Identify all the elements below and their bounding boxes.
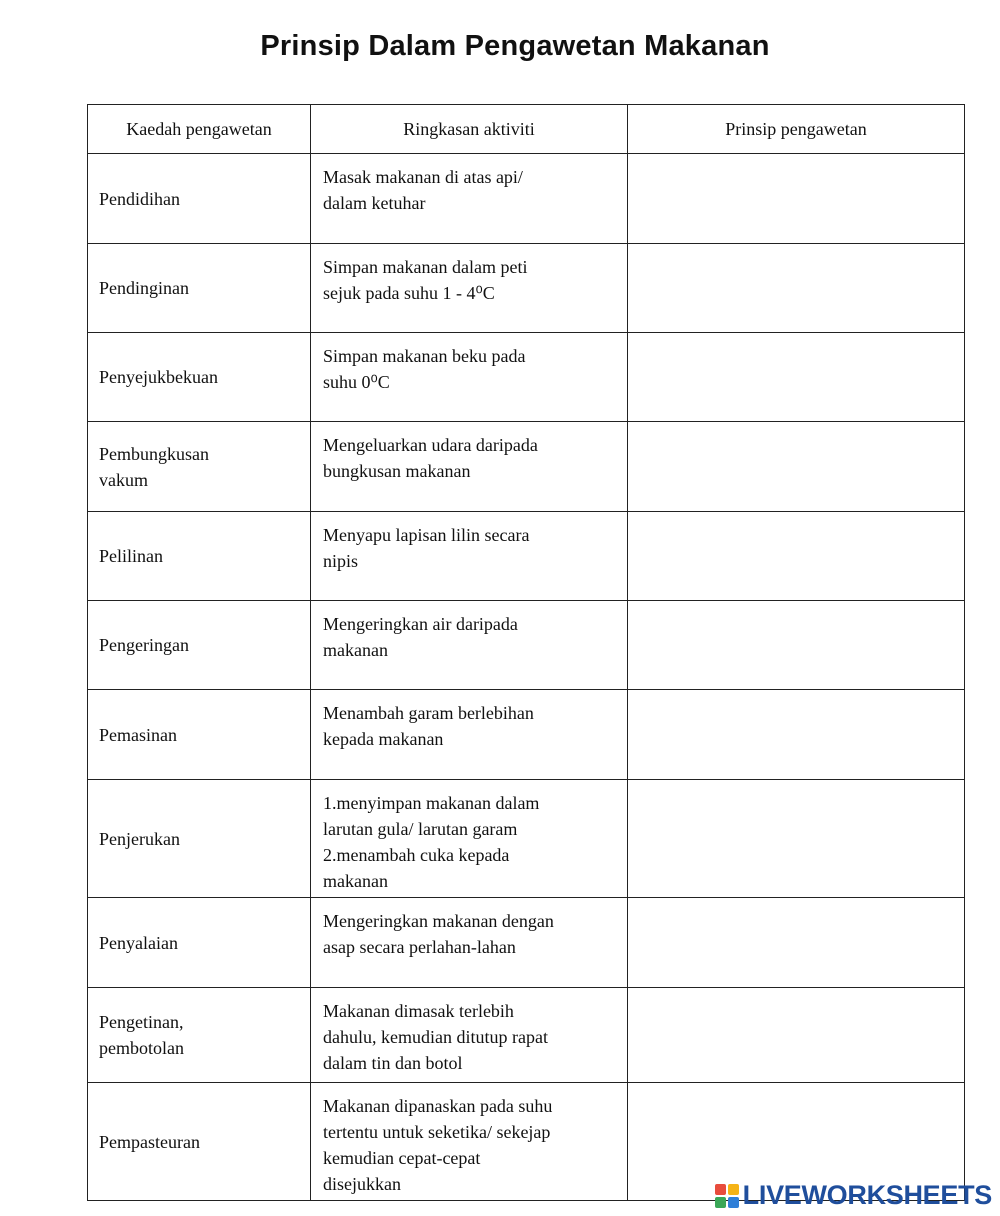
method-cell [88,988,311,1083]
method-text: Pembungkusan [99,443,209,464]
watermark-text: LIVEWORKSHEETS [742,1180,992,1210]
method-cell [88,601,311,690]
principle-answer-cell[interactable] [628,154,965,244]
method-text: Pelilinan [99,546,163,566]
table-header-row [88,105,965,154]
summary-cell [311,422,628,512]
method-cell [88,154,311,244]
summary-text: Makanan dipanaskan pada suhu [323,1096,553,1116]
summary-cell [311,1083,628,1201]
summary-text: dalam tin dan botol [323,1053,463,1073]
liveworksheets-watermark [715,1180,992,1211]
header-summary: Ringkasan aktiviti [311,105,628,154]
method-text: Pendidihan [99,188,180,209]
principle-answer-cell[interactable] [628,601,965,690]
principle-answer-cell[interactable] [628,690,965,780]
summary-text: 1.menyimpan makanan dalam [323,793,540,813]
summary-text: Masak makanan di atas api/ [323,167,523,187]
summary-text: dalam ketuhar [323,193,426,213]
method-text: pembotolan [99,1038,184,1058]
page-title: Prinsip Dalam Pengawetan Makanan [260,30,770,62]
summary-text: kemudian cepat-cepat [323,1148,481,1168]
principle-answer-cell[interactable] [628,244,965,333]
method-text: Pempasteuran [99,1131,200,1152]
summary-cell [311,154,628,244]
method-cell [88,780,311,898]
method-cell [88,422,311,512]
table-row [88,512,965,601]
summary-cell [311,333,628,422]
principle-answer-cell[interactable] [628,898,965,988]
preservation-table [87,104,965,1201]
table-row [88,422,965,512]
method-text: Pengetinan, [99,1012,184,1032]
method-cell [88,244,311,333]
principle-answer-cell[interactable] [628,422,965,512]
table-row [88,154,965,244]
method-cell [88,898,311,988]
logo-square [715,1184,726,1195]
summary-text: Makanan dimasak terlebih [323,1001,514,1021]
method-cell [88,512,311,601]
method-text: Pemasinan [99,724,177,745]
summary-text: Menambah garam berlebihan [323,703,534,723]
table-row [88,988,965,1083]
header-principle: Prinsip pengawetan [628,105,965,154]
summary-cell [311,512,628,601]
table-row [88,690,965,780]
summary-cell [311,780,628,898]
summary-text: tertentu untuk seketika/ sekejap [323,1122,551,1142]
summary-text: kepada makanan [323,729,444,749]
summary-text: makanan [323,871,388,891]
table-body [88,154,965,1201]
table-row [88,780,965,898]
summary-text: Simpan makanan beku pada [323,346,526,366]
principle-answer-cell[interactable] [628,780,965,898]
summary-text: dahulu, kemudian ditutup rapat [323,1027,548,1047]
summary-text: makanan [323,640,388,660]
method-text: Penyejukbekuan [99,367,218,387]
summary-text: disejukkan [323,1174,401,1194]
summary-text: nipis [323,551,359,571]
summary-text: Menyapu lapisan lilin secara [323,525,530,545]
summary-text: Mengeringkan makanan dengan [323,911,554,931]
table-row [88,333,965,422]
summary-cell [311,988,628,1083]
method-cell [88,1083,311,1201]
method-cell [88,333,311,422]
logo-square [728,1197,739,1208]
principle-answer-cell[interactable] [628,988,965,1083]
principle-answer-cell[interactable] [628,333,965,422]
logo-square [728,1184,739,1195]
summary-text: Mengeringkan air daripada [323,614,518,634]
method-text: Pendinginan [99,278,189,298]
method-text: Penjerukan [99,828,180,849]
table-row [88,898,965,988]
summary-text: bungkusan makanan [323,461,471,481]
summary-text: 2.menambah cuka kepada [323,845,510,865]
summary-text: larutan gula/ larutan garam [323,819,518,839]
header-method: Kaedah pengawetan [88,105,311,154]
logo-square [715,1197,726,1208]
summary-text: asap secara perlahan-lahan [323,937,516,957]
method-text: vakum [99,469,148,490]
summary-text: Simpan makanan dalam peti [323,257,528,277]
method-text: Penyalaian [99,932,178,953]
method-text: Pengeringan [99,635,189,655]
summary-cell [311,898,628,988]
principle-answer-cell[interactable] [628,512,965,601]
method-cell [88,690,311,780]
table-row [88,601,965,690]
summary-text: sejuk pada suhu 1 - 4⁰C [323,283,495,303]
liveworksheets-logo-icon [715,1184,739,1208]
summary-text: Mengeluarkan udara daripada [323,435,538,455]
table-row [88,244,965,333]
summary-cell [311,690,628,780]
summary-text: suhu 0⁰C [323,372,390,392]
summary-cell [311,601,628,690]
summary-cell [311,244,628,333]
